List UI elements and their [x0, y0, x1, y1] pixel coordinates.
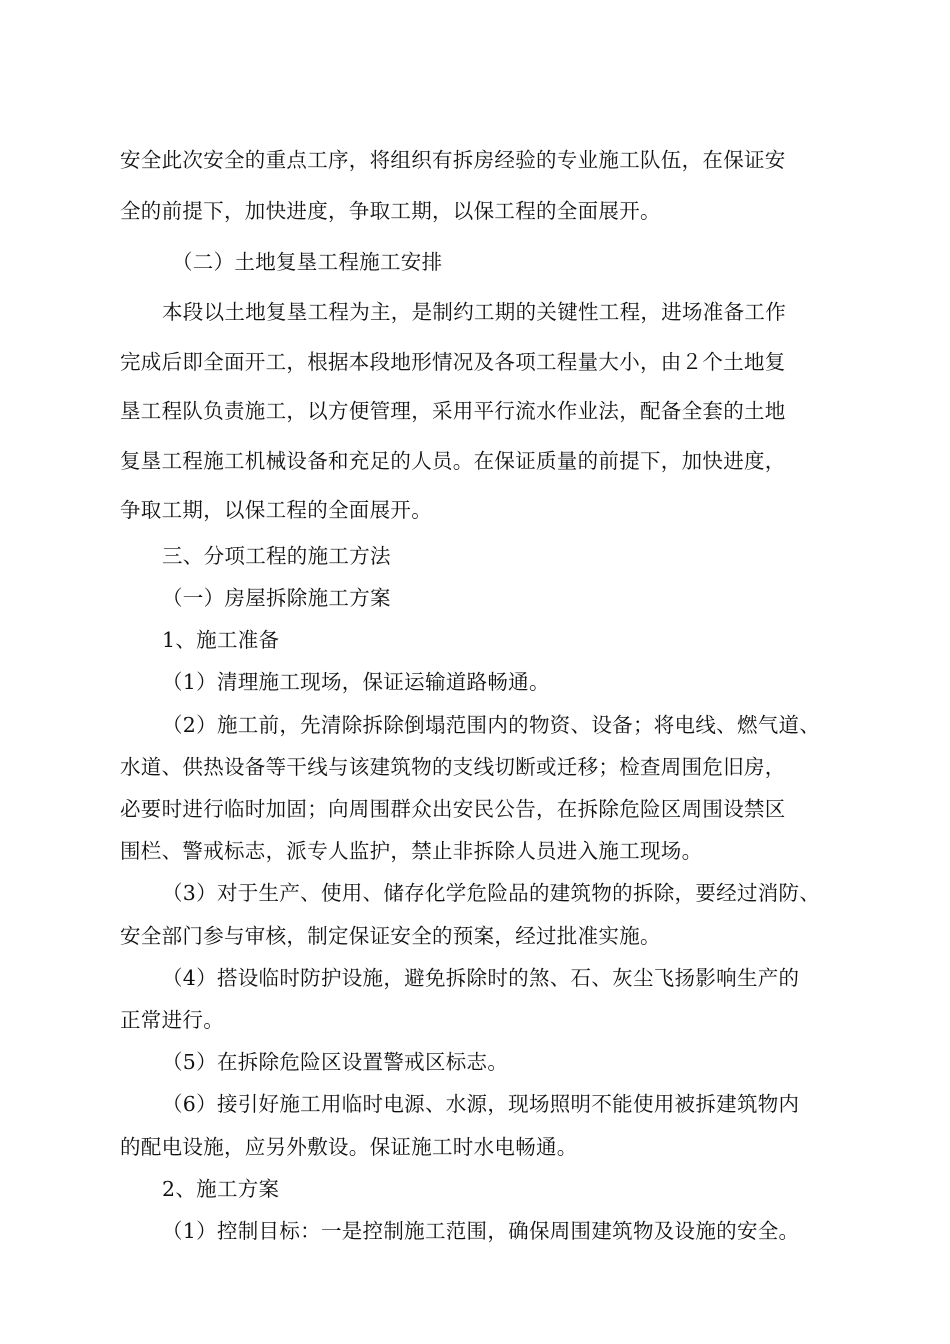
text-line: 争取工期，以保工程的全面展开。: [120, 498, 432, 522]
text-line: 安全部门参与审核，制定保证安全的预案，经过批准实施。: [120, 923, 661, 948]
text-line: 水道、供热设备等干线与该建筑物的支线切断或迁移；检查周围危旧房，: [120, 754, 786, 779]
list-item-1: （1）清理施工现场，保证运输道路畅通。: [162, 670, 550, 695]
text-line: 围栏、警戒标志，派专人监护，禁止非拆除人员进入施工现场。: [120, 839, 703, 864]
list-item-3: （3）对于生产、使用、储存化学危险品的建筑物的拆除，要经过消防、: [162, 881, 821, 906]
subheading-preparation: 1、施工准备: [162, 628, 280, 653]
subheading-demolition-plan: （一）房屋拆除施工方案: [162, 586, 391, 610]
list-item-5: （5）在拆除危险区设置警戒区标志。: [162, 1050, 509, 1075]
text-line: 安全此次安全的重点工序，将组织有拆房经验的专业施工队伍，在保证安: [120, 148, 786, 172]
text-line: 三、分项工程的施工方法: [162, 544, 391, 568]
text-line: 全的前提下，加快进度，争取工期，以保工程的全面展开。: [120, 199, 661, 223]
list-item-6: （6）接引好施工用临时电源、水源，现场照明不能使用被拆建筑物内: [162, 1092, 800, 1117]
paragraph-continuation: [120, 135, 835, 237]
text-line: （二）土地复垦工程施工安排: [172, 250, 443, 274]
subheading-construction-plan: 2、施工方案: [162, 1176, 280, 1201]
list-item-2: （2）施工前，先清除拆除倒塌范围内的物资、设备；将电线、燃气道、: [162, 712, 821, 737]
text-line: 完成后即全面开工，根据本段地形情况及各项工程量大小，由２个土地复: [120, 349, 786, 374]
text-line: 本段以土地复垦工程为主，是制约工期的关键性工程，进场准备工作: [162, 300, 786, 324]
text-line: 垦工程队负责施工，以方便管理，采用平行流水作业法，配备全套的土地: [120, 399, 786, 423]
text-line: 必要时进行临时加固；向周围群众出安民公告，在拆除危险区周围设禁区: [120, 797, 786, 822]
paragraph-land-reclamation: [120, 288, 835, 536]
plan-item-1: （1）控制目标：一是控制施工范围，确保周围建筑物及设施的安全。: [162, 1219, 800, 1244]
text-line: 复垦工程施工机械设备和充足的人员。在保证质量的前提下，加快进度，: [120, 448, 786, 473]
section-heading-3: [120, 535, 835, 577]
section-heading-2: [120, 237, 835, 288]
section-body: [120, 577, 835, 1252]
text-line: 的配电设施，应另外敷设。保证施工时水电畅通。: [120, 1134, 578, 1159]
text-line: 正常进行。: [120, 1008, 224, 1033]
list-item-4: （4）搭设临时防护设施，避免拆除时的煞、石、灰尘飞扬影响生产的: [162, 965, 800, 990]
